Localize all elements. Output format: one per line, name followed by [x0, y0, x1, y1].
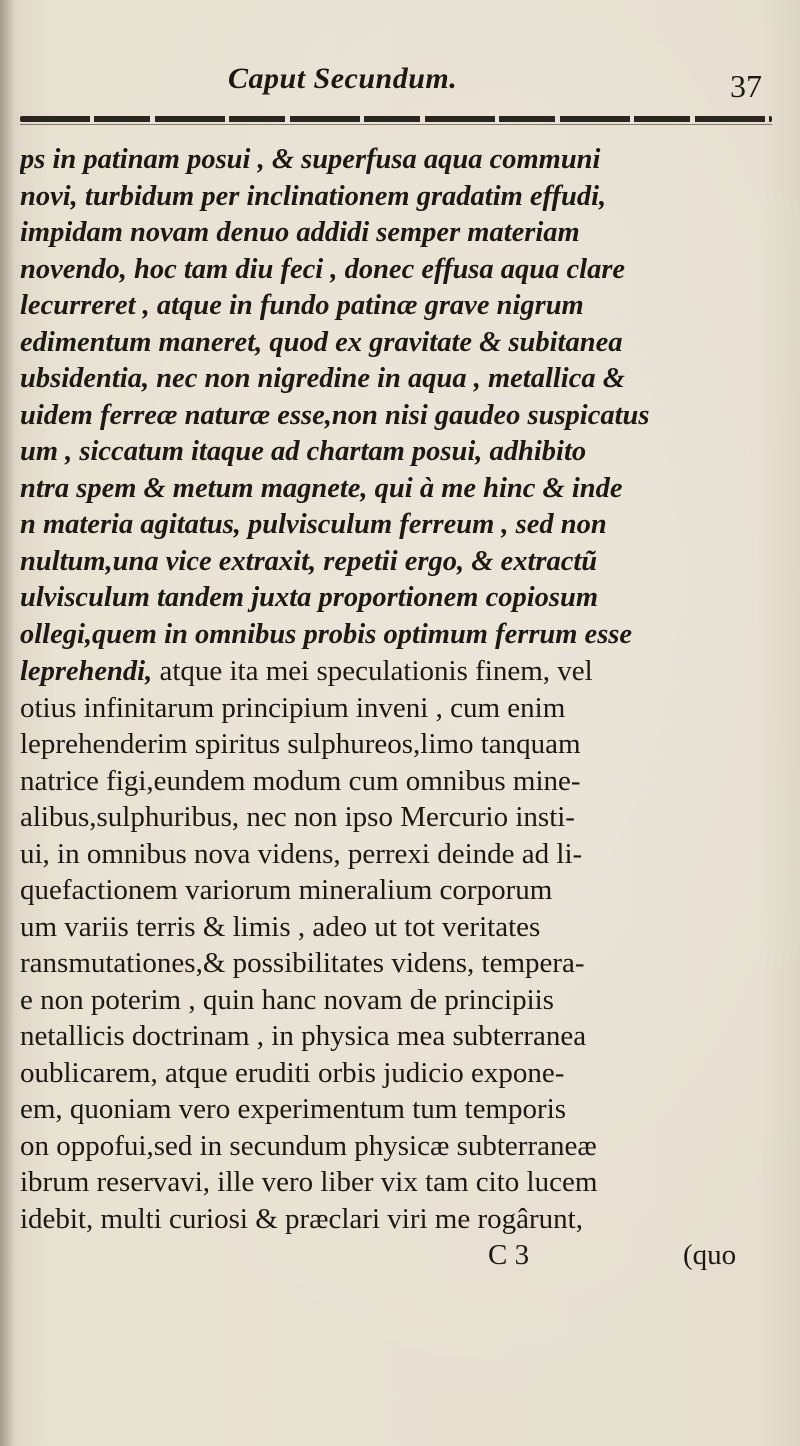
text-line: idebit, multi curiosi & præclari viri me rogârunt, [20, 1202, 583, 1235]
text-line: uidem ferreæ naturæ esse,non nisi gaudeo suspicatus [20, 399, 650, 431]
body-text [20, 142, 778, 1274]
text-line: leprehenderim spiritus sulphureos,limo tanquam [20, 728, 581, 760]
text-line: um , siccatum itaque ad chartam posui, adhibito [20, 436, 587, 467]
text-line: lecurreret , atque in fundo patinæ grave nigrum [20, 290, 584, 321]
text-line: um variis terris & limis , adeo ut tot veritates [20, 910, 541, 943]
text-line: n materia agitatus, pulvisculum ferreum , sed non [20, 509, 607, 540]
text-line: ubsidentia, nec non nigredine in aqua , metallica & [20, 363, 625, 394]
page-number: 37 [730, 68, 762, 104]
text-line: novi, turbidum per inclinationem gradatim effudi, [20, 180, 607, 212]
text-line: ollegi,quem in omnibus probis optimum ferrum esse [20, 618, 633, 650]
text-line: on oppofui,sed in secundum physicæ subterraneæ [20, 1129, 597, 1162]
text-line: alibus,sulphuribus, nec non ipso Mercurio insti- [20, 801, 575, 833]
text-line: natrice figi,eundem modum cum omnibus mine- [20, 764, 581, 797]
text-line: ibrum reservavi, ille vero liber vix tam cito lucem [20, 1166, 598, 1198]
text-line: edimentum maneret, quod ex gravitate & subitanea [20, 326, 623, 358]
text-line: otius infinitarum principium inveni , cum enim [20, 691, 566, 724]
text-line: ntra spem & metum magnete, qui à me hinc & inde [20, 472, 623, 504]
text-line: e non poterim , quin hanc novam de principiis [20, 983, 554, 1016]
running-head: Caput Secundum. [228, 62, 458, 95]
text-line: ransmutationes,& possibilitates videns, tempera- [20, 947, 585, 979]
text-line: impidam novam denuo addidi semper materiam [20, 217, 580, 248]
catchword: (quo [683, 1239, 737, 1271]
text-line: ps in patinam posui , & superfusa aqua communi [20, 144, 601, 175]
text-line: quefactionem variorum mineralium corporum [20, 874, 553, 906]
text-line: netallicis doctrinam , in physica mea subterranea [20, 1020, 587, 1052]
text-line-roman-part: atque ita mei speculationis finem, vel [152, 655, 593, 687]
page-header [0, 62, 800, 102]
signature-mark: C 3 [488, 1239, 530, 1271]
gutter-shadow [0, 0, 14, 1446]
text-line: novendo, hoc tam diu feci , donec effusa aqua clare [20, 253, 626, 285]
text-line: ui, in omnibus nova videns, perrexi deinde ad li- [20, 837, 583, 870]
text-line: em, quoniam vero experimentum tum temporis [20, 1093, 567, 1125]
header-rule [20, 116, 772, 122]
footer-line [20, 1237, 778, 1274]
text-line-italic-part: leprehendi, [20, 656, 153, 687]
header-rule-thin [20, 124, 772, 125]
text-line: ulvisculum tandem juxta proportionem copiosum [20, 582, 599, 613]
text-line [20, 653, 778, 690]
text-line: oublicarem, atque eruditi orbis judicio expone- [20, 1056, 565, 1089]
text-line: nultum,una vice extraxit, repetii ergo, & extractũ [20, 545, 598, 577]
